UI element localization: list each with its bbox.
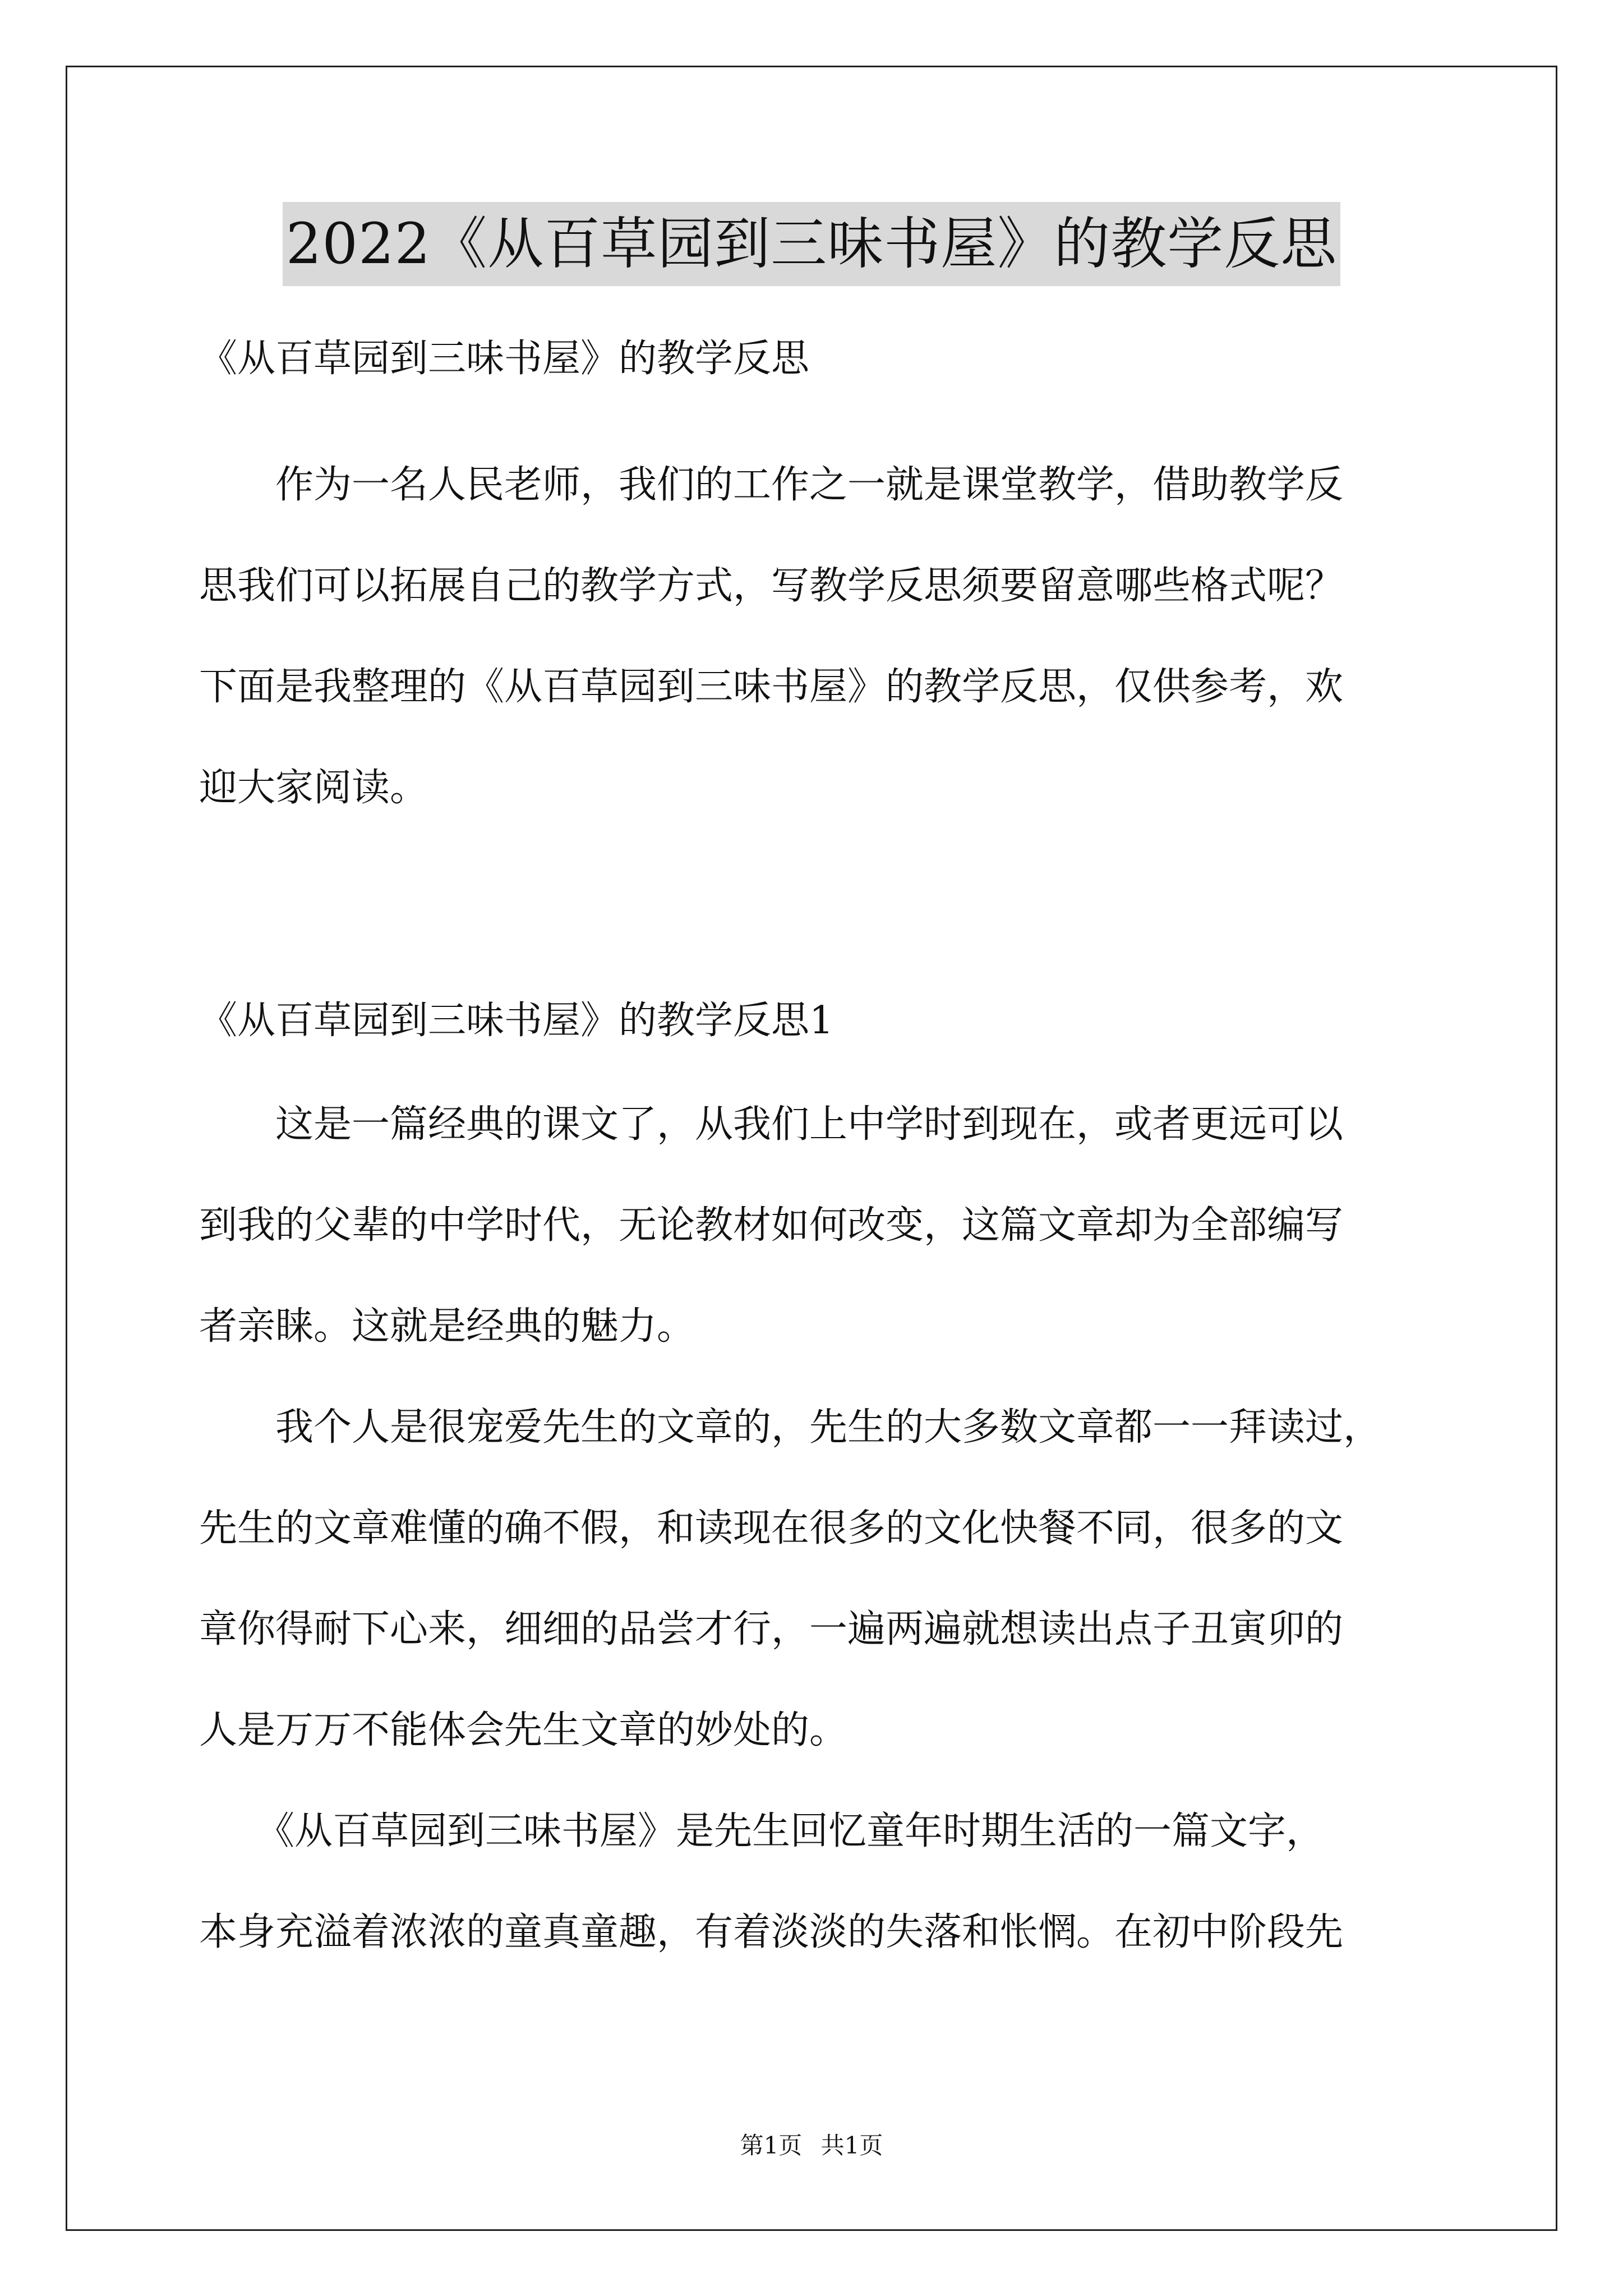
- paragraph-line: 本身充溢着浓浓的童真童趣，有着淡淡的失落和怅惘。在初中阶段先: [199, 1910, 1344, 1954]
- paragraph-line: 作为一名人民老师，我们的工作之一就是课堂教学，借助教学反: [199, 463, 1344, 507]
- page-number: 第1页: [740, 2132, 803, 2159]
- page-footer: [0, 2129, 1623, 2162]
- paragraph-line: 我个人是很宠爱先生的文章的，先生的大多数文章都一一拜读过，: [199, 1405, 1382, 1450]
- paragraph-line: 者亲睐。这就是经典的魅力。: [199, 1304, 695, 1349]
- paragraph-line: 人是万万不能体会先生文章的妙处的。: [199, 1708, 848, 1752]
- paragraph-line: 到我的父辈的中学时代，无论教材如何改变，这篇文章却为全部编写: [199, 1203, 1344, 1248]
- paragraph-line: 先生的文章难懂的确不假，和读现在很多的文化快餐不同，很多的文: [199, 1506, 1344, 1550]
- paragraph-line: 《从百草园到三味书屋》是先生回忆童年时期生活的一篇文字，: [199, 1809, 1325, 1853]
- title-container: [0, 202, 1623, 286]
- paragraph-line: 迎大家阅读。: [199, 766, 428, 810]
- paragraph-line: 思我们可以拓展自己的教学方式，写教学反思须要留意哪些格式呢？: [199, 564, 1344, 608]
- paragraph-line: 这是一篇经典的课文了，从我们上中学时到现在，或者更远可以: [199, 1102, 1344, 1147]
- paragraph-line: 章你得耐下心来，细细的品尝才行，一遍两遍就想读出点子丑寅卯的: [199, 1607, 1344, 1651]
- paragraph-line: 下面是我整理的《从百草园到三味书屋》的教学反思，仅供参考，欢: [199, 665, 1344, 709]
- heading-line: 《从百草园到三味书屋》的教学反思: [199, 337, 810, 381]
- section-heading: 《从百草园到三味书屋》的教学反思1: [199, 999, 834, 1043]
- document-title: 2022《从百草园到三味书屋》的教学反思: [283, 202, 1341, 286]
- page-total: 共1页: [820, 2132, 883, 2159]
